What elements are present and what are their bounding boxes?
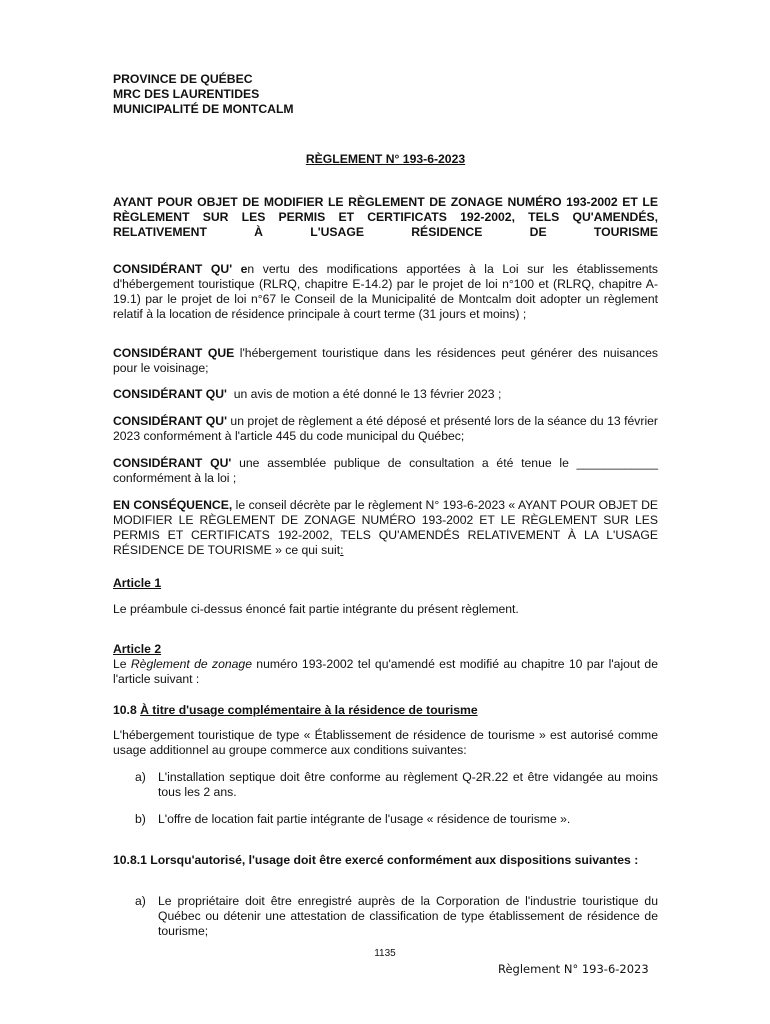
section-10-8-1-heading: 10.8.1 Lorsqu'autorisé, l'usage doit être exercé conformément aux dispositions suivantes : [113,853,639,867]
list-item [135,812,658,827]
header-mrc: MRC DES LAURENTIDES [113,87,260,101]
page-number: 1135 [374,948,396,959]
considerant-1 [113,262,658,322]
section-10-8-intro: L'hébergement touristique de type « Établissement de résidence de tourisme » est autorisé comme usage additionnel au groupe commerce aux conditions suivantes: [113,728,658,757]
reglement-objet: AYANT POUR OBJET DE MODIFIER LE RÈGLEMENT DE ZONAGE NUMÉRO 193-2002 ET LE RÈGLEMENT SUR LES PERMIS ET CERTIFICATS 192-2002, TELS QU'AMENDÉS, RELATIVEMENT À L'USAGE RÉSIDENCE DE TOURISME [113,195,658,239]
consequence-paragraph [113,498,658,558]
list-marker: a) [135,770,146,784]
document-header [113,72,658,117]
considerant-lead: CONSIDÉRANT QU' [113,387,227,401]
header-province: PROVINCE DE QUÉBEC [113,72,253,86]
list-text: Le propriétaire doit être enregistré auprès de la Corporation de l'industrie touristique du Québec ou détenir une attestation de classification de type établissement de résidence de tourisme; [158,894,658,938]
considerant-text: n vertu des modifications apportées à la Loi sur les établissements d'hébergement touristique (RLRQ, chapitre E-14.2) par le projet de loi n°100 et (RLRQ, chapitre A-19.1) par le projet de loi n°67 le Conseil de la Municipalité de Montcalm doit adopter un règlement relatif à la location de résidence principale à court terme (31 jours et moins) ; [113,262,659,321]
article-2-pre: Le [113,657,131,671]
considerant-4 [113,414,658,444]
article-2-text [113,657,658,687]
section-10-8-heading [113,703,658,718]
header-municipality: MUNICIPALITÉ DE MONTCALM [113,102,294,116]
considerant-text: un projet de règlement a été déposé et présenté lors de la séance du 13 février 2023 conformément à l'article 445 du code municipal du Québec; [113,414,658,443]
considerant-lead: CONSIDÉRANT QUE [113,346,235,360]
list-marker: b) [135,812,146,826]
considerant-lead: CONSIDÉRANT QU' e [113,262,248,276]
list-text: L'offre de location fait partie intégrante de l'usage « résidence de tourisme ». [158,812,571,826]
list-text: L'installation septique doit être conforme au règlement Q-2R.22 et être vidangée au moins tous les 2 ans. [158,770,658,799]
article-2-italic: Règlement de zonage [130,657,252,671]
considerant-5 [113,456,658,486]
considerant-3 [113,387,658,402]
section-number: 10.8 [113,703,141,717]
consequence-lead: EN CONSÉQUENCE, [113,498,233,512]
considerant-2 [113,346,658,376]
list-item [135,770,658,800]
section-title: À titre d'usage complémentaire à la résidence de tourisme [140,703,478,717]
considerant-text: l'hébergement touristique dans les résidences peut générer des nuisances pour le voisinage; [113,346,658,375]
consequence-text: le conseil décrète par le règlement N° 193-6-2023 « AYANT POUR OBJET DE MODIFIER LE RÈGLEMENT DE ZONAGE NUMÉRO 193-2002 ET LE RÈGLEMENT SUR LES PERMIS ET CERTIFICATS 192-2002, TELS QU'AMENDÉS RELATIVEMENT À LA L'USAGE RÉSIDENCE DE TOURISME » ce qui suit [113,498,659,557]
article-1-heading: Article 1 [113,576,162,590]
article-2-post: numéro 193-2002 tel qu'amendé est modifié au chapitre 10 par l'ajout de l'article suivant : [113,657,658,686]
considerant-lead: CONSIDÉRANT QU' [113,414,227,428]
considerant-text: un avis de motion a été donné le 13 février 2023 ; [226,387,502,401]
list-marker: a) [135,894,146,908]
article-2-heading: Article 2 [113,642,162,656]
list-item [135,894,658,939]
article-1-text: Le préambule ci-dessus énoncé fait partie intégrante du présent règlement. [113,602,519,616]
considerant-text: une assemblée publique de consultation a été tenue le ____________ conformément à la loi ; [113,456,658,485]
reglement-title: RÈGLEMENT N° 193-6-2023 [305,152,466,166]
considerant-lead: CONSIDÉRANT QU' [113,456,232,470]
consequence-colon: : [340,543,344,557]
page-footer: Règlement N° 193-6-2023 [498,962,649,976]
